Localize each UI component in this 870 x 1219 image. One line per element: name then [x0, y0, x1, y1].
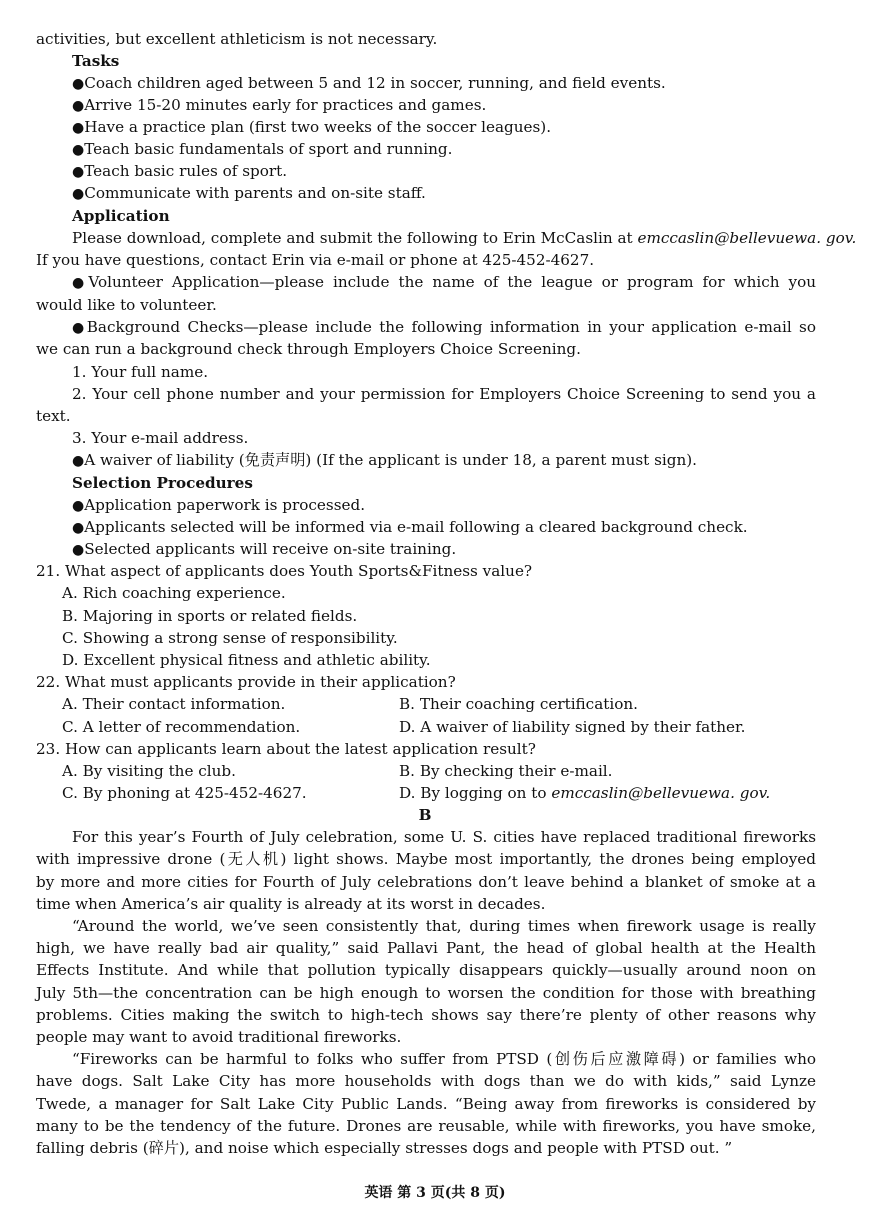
paragraph-line: falling debris (碎片), and noise which especially stresses dogs and people with PTSD out. ” [36, 1139, 733, 1157]
option: D. Excellent physical fitness and athletic ability. [62, 651, 431, 669]
option: B. Their coaching certification. [399, 695, 638, 713]
paragraph-line: many to be the tendency of the future. Drones are reusable, while with fireworks, you have smoke, [36, 1117, 816, 1135]
option: A. Rich coaching experience. [62, 584, 286, 602]
bullet-icon: ● [72, 275, 89, 291]
selection-heading: Selection Procedures [72, 474, 253, 492]
intro-tail: activities, but excellent athleticism is not necessary. [36, 30, 438, 48]
task-item: ●Coach children aged between 5 and 12 in soccer, running, and field events. [72, 74, 666, 92]
paragraph-line: “Fireworks can be harmful to folks who suffer from PTSD (创伤后应激障碍) or families who [72, 1050, 816, 1068]
bullet-icon: ● [72, 164, 85, 180]
bullet-icon: ● [72, 186, 85, 202]
option: B. By checking their e-mail. [399, 762, 613, 780]
list-item: 2. Your cell phone number and your permission for Employers Choice Screening to send you a [72, 385, 816, 403]
bullet-icon: ● [72, 542, 85, 558]
list-item: 3. Your e-mail address. [72, 429, 249, 447]
paragraph-line: have dogs. Salt Lake City has more households with dogs than we do with kids,” said Lynze [36, 1072, 816, 1090]
bullet-icon: ● [72, 453, 85, 469]
selection-item: ●Selected applicants will receive on-site training. [72, 540, 457, 558]
page-footer: 英语 第 3 页(共 8 页) [364, 1185, 506, 1201]
application-heading: Application [72, 207, 170, 225]
task-item: ●Teach basic fundamentals of sport and running. [72, 140, 453, 158]
paragraph-line: time when America’s air quality is already at its worst in decades. [36, 895, 546, 913]
bullet-icon: ● [72, 142, 85, 158]
application-line: If you have questions, contact Erin via e-mail or phone at 425-452-4627. [36, 251, 595, 269]
task-item: ●Communicate with parents and on-site staff. [72, 184, 426, 202]
option: A. By visiting the club. [62, 762, 236, 780]
selection-item: ●Applicants selected will be informed via e-mail following a cleared background check. [72, 518, 748, 536]
task-item: ●Teach basic rules of sport. [72, 162, 288, 180]
option: C. A letter of recommendation. [62, 718, 301, 736]
question-22-stem: 22. What must applicants provide in their application? [36, 673, 456, 691]
paragraph-line: “Around the world, we’ve seen consistently that, during times when firework usage is really [72, 917, 816, 935]
option: C. By phoning at 425-452-4627. [62, 784, 307, 802]
bullet-icon: ● [72, 320, 87, 336]
paragraph-line: For this year’s Fourth of July celebration, some U. S. cities have replaced traditional fireworks [72, 828, 816, 846]
paragraph-line: by more and more cities for Fourth of July celebrations don’t leave behind a blanket of smoke at a [36, 873, 816, 891]
paragraph-line: with impressive drone (无人机) light shows. Maybe most importantly, the drones being employed [36, 850, 816, 868]
application-line: Please download, complete and submit the following to Erin McCaslin at emccaslin@bellevuewa. gov. [72, 229, 857, 247]
background-line: ●Background Checks—please include the following information in your application e-mail so [72, 318, 816, 336]
contact-email: emccaslin@bellevuewa. gov. [637, 229, 857, 247]
task-item: ●Arrive 15-20 minutes early for practices and games. [72, 96, 487, 114]
option: A. Their contact information. [62, 695, 286, 713]
paragraph-line: problems. Cities making the switch to high-tech shows say there’re plenty of other reasons why [36, 1006, 816, 1024]
paragraph-line: Twede, a manager for Salt Lake City Public Lands. “Being away from fireworks is considered by [36, 1095, 816, 1113]
section-b-heading: B [418, 806, 432, 824]
volunteer-line: ●Volunteer Application—please include the name of the league or program for which you [72, 273, 816, 291]
tasks-heading: Tasks [72, 52, 120, 70]
background-line: we can run a background check through Employers Choice Screening. [36, 340, 581, 358]
list-item: 1. Your full name. [72, 363, 209, 381]
bullet-icon: ● [72, 98, 85, 114]
option: B. Majoring in sports or related fields. [62, 607, 358, 625]
paragraph-line: Effects Institute. And while that pollution typically disappears quickly—usually around noon on [36, 961, 816, 979]
paragraph-line: high, we have really bad air quality,” said Pallavi Pant, the head of global health at the Health [36, 939, 816, 957]
option: D. A waiver of liability signed by their father. [399, 718, 746, 736]
question-23-stem: 23. How can applicants learn about the latest application result? [36, 740, 536, 758]
paragraph-line: July 5th—the concentration can be high enough to worsen the condition for those with breathing [36, 984, 816, 1002]
option: D. By logging on to emccaslin@bellevuewa. gov. [399, 784, 771, 802]
bullet-icon: ● [72, 520, 85, 536]
bullet-icon: ● [72, 498, 85, 514]
task-item: ●Have a practice plan (first two weeks of the soccer leagues). [72, 118, 552, 136]
list-item: text. [36, 407, 71, 425]
paragraph-line: people may want to avoid traditional fireworks. [36, 1028, 402, 1046]
selection-item: ●Application paperwork is processed. [72, 496, 366, 514]
bullet-icon: ● [72, 76, 85, 92]
waiver-line: ●A waiver of liability (免责声明) (If the applicant is under 18, a parent must sign). [72, 451, 697, 469]
option: C. Showing a strong sense of responsibility. [62, 629, 398, 647]
bullet-icon: ● [72, 120, 85, 136]
question-21-stem: 21. What aspect of applicants does Youth Sports&Fitness value? [36, 562, 533, 580]
volunteer-line: would like to volunteer. [36, 296, 217, 314]
